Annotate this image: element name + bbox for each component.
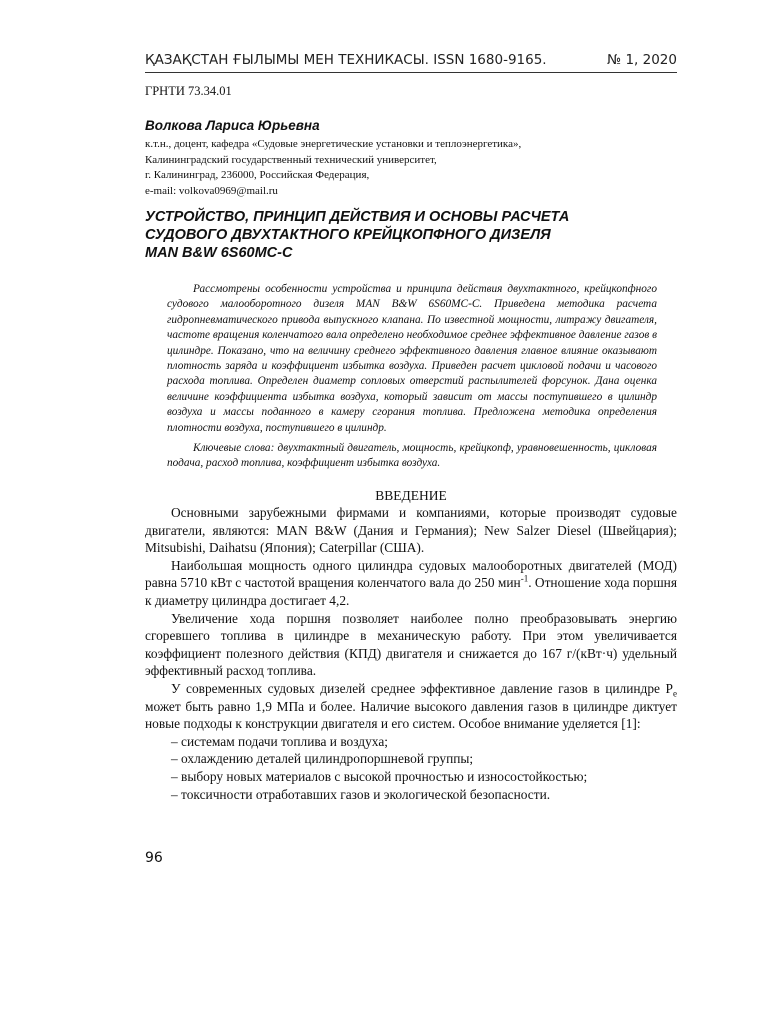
introduction-body (145, 504, 677, 803)
paragraph: Наибольшая мощность одного цилиндра судовых малооборотных двигателей (МОД) равна 5710 кВт с частотой вращения коленчатого вала до 250 мин$^{-1}$. Отношение хода поршня к диаметру цилиндра достигает 4,2. (145, 557, 677, 608)
page-number: 96 (145, 850, 163, 866)
affiliation-line: Калининградский государственный технический университет, (145, 153, 437, 166)
title-line: СУДОВОГО ДВУХТАКТНОГО КРЕЙЦКОПФНОГО ДИЗЕЛЯ (145, 227, 551, 243)
author-affiliation (145, 137, 521, 199)
paragraph: Увеличение хода поршня позволяет наиболее полно преобразовывать энергию сгоревшего топлива в цилиндре в механическую работу. При этом увеличивается коэффициент полезного действия (КПД) двигателя и снижается до 167 г/(кВт·ч) удельный эффективный расход топлива. (145, 610, 677, 679)
list-item: – системам подачи топлива и воздуха; (171, 733, 388, 749)
article-title (145, 208, 677, 262)
list-item: – выбору новых материалов с высокой прочностью и износостойкостью; (171, 768, 588, 784)
issue-number: № 1, 2020 (607, 52, 677, 68)
keywords: Ключевые слова: двухтактный двигатель, мощность, крейцкопф, уравновешенность, цикловая подача, расход топлива, коэффициент избытка воздуха. (167, 442, 657, 470)
list-item: – охлаждению деталей цилиндропоршневой группы; (171, 751, 474, 767)
journal-header (145, 52, 677, 73)
list (145, 733, 677, 803)
affiliation-line: г. Калининград, 236000, Российская Федерация, (145, 169, 370, 181)
list-item: – токсичности отработавших газов и экологической безопасности. (171, 786, 551, 802)
paragraph: Основными зарубежными фирмами и компаниями, которые производят судовые двигатели, являются: MAN B&W (Дания и Германия); New Salzer Diesel (Швейцария); Mitsubishi, Daihatsu (Япония); Caterpillar (США). (145, 505, 677, 556)
page (145, 0, 677, 1024)
section-title-introduction: ВВЕДЕНИЕ (375, 488, 447, 503)
affiliation-line: к.т.н., доцент, кафедра «Судовые энергетические установки и теплоэнергетика», (145, 138, 522, 150)
paragraph: У современных судовых дизелей среднее эффективное давление газов в цилиндре $P_e$ может быть равно 1,9 МПа и более. Наличие высокого давления газов в цилиндре диктует новые подходы к конструкции двигателя и его систем. Особое внимание уделяется [1]: (145, 680, 677, 732)
author-name: Волкова Лариса Юрьевна (145, 118, 320, 133)
abstract: Рассмотрены особенности устройства и принципа действия двухтактного, крейцкопфного судового малооборотного дизеля MAN B&W 6S60MC-C. Приведена методика расчета гидропневматического привода выпускного клапана. По известной мощности, литражу двигателя, частоте вращения коленчатого вала определено необходимое среднее эффективное давление газов в цилиндре. Показано, что на величину среднего эффективного давления главное влияние оказывают плотность заряда и коэффициент избытка воздуха. Приведен расчет цикловой подачи и часового расхода топлива. Определен диаметр сопловых отверстий распылителей форсунок. Дана оценка величине коэффициента избытка воздуха, который зависит от массы поступившего в цилиндр воздуха и массы поданного в камеру сгорания топлива. Предложена методика определения плотности воздуха, поступившего в цилиндр. (167, 283, 657, 434)
journal-title: ҚАЗАҚСТАН ҒЫЛЫМЫ МЕН ТЕХНИКАСЫ. ISSN 1680-9165. (145, 52, 547, 68)
grnti-code: ГРНТИ 73.34.01 (145, 84, 232, 98)
title-line: УСТРОЙСТВО, ПРИНЦИП ДЕЙСТВИЯ И ОСНОВЫ РАСЧЕТА (145, 209, 570, 225)
title-line: MAN B&W 6S60MC-C (145, 245, 293, 261)
author-email: e-mail: volkova0969@mail.ru (145, 184, 278, 197)
